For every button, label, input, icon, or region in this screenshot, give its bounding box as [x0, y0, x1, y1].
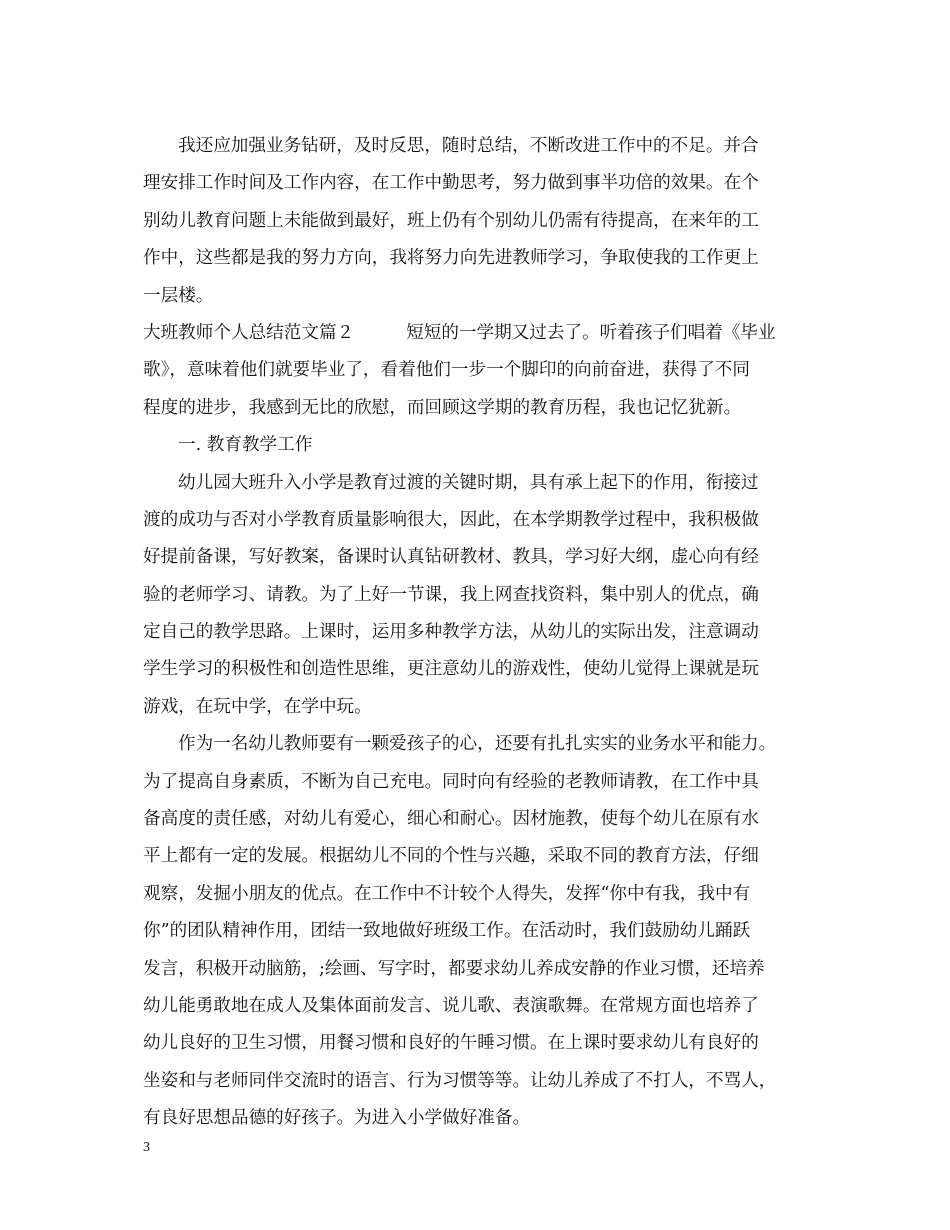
text-line: 我还应加强业务钻研，及时反思，随时总结，不断改进工作中的不足。并合: [178, 136, 759, 156]
text-line: 验的老师学习、请教。为了上好一节课，我上网查找资料，集中别人的优点，确: [143, 584, 759, 605]
paragraph-3: [143, 726, 808, 1137]
text-line: 作为一名幼儿教师要有一颗爱孩子的心，还要有扎扎实实的业务水平和能力。: [178, 734, 777, 755]
text-line: 幼儿园大班升入小学是教育过渡的关键时期，具有承上起下的作用，衔接过: [178, 472, 759, 493]
text-line: 学生学习的积极性和创造性思维，更注意幼儿的游戏性，使幼儿觉得上课就是玩: [143, 659, 759, 680]
text-line: 一层楼。: [143, 285, 214, 306]
text-line: 幼儿能勇敢地在成人及集体面前发言、说儿歌、表演歌舞。在常规方面也培养了: [143, 995, 759, 1016]
text-line: 观察，发掘小朋友的优点。在工作中不计较个人得失，发挥“你中有我，我中有: [143, 883, 751, 904]
text-line: 别幼儿教育问题上未能做到最好，班上仍有个别幼儿仍需有待提高，在来年的工: [143, 210, 759, 231]
text-line: 作中，这些都是我的努力方向，我将努力向先进教师学习，争取使我的工作更上: [143, 248, 759, 269]
text-line: 好提前备课，写好教案，备课时认真钻研教材、教具，学习好大纲，虚心向有经: [143, 547, 759, 568]
section-title: 大班教师个人总结范文篇２: [143, 322, 355, 343]
text-line: 坐姿和与老师同伴交流时的语言、行为习惯等等。让幼儿养成了不打人，不骂人，: [143, 1070, 777, 1091]
page-number: 3: [143, 1140, 150, 1155]
text-line: 发言，积极开动脑筋，;绘画、写字时，都要求幼儿养成安静的作业习惯，还培养: [143, 958, 765, 979]
section-title-line: [143, 315, 808, 352]
text-line: 定自己的教学思路。上课时，运用多种教学方法，从幼儿的实际出发，注意调动: [143, 622, 759, 643]
text-line: 备高度的责任感，对幼儿有爱心，细心和耐心。因材施教，使每个幼儿在原有水: [143, 809, 759, 830]
text-line: 程度的进步，我感到无比的欣慰，而回顾这学期的教育历程，我也记忆犹新。: [143, 397, 742, 418]
text-line: 有良好思想品德的好孩子。为进入小学做好准备。: [143, 1108, 531, 1129]
paragraph-1: [143, 128, 808, 315]
text-line: 渡的成功与否对小学教育质量影响很大，因此，在本学期教学过程中，我积极做: [143, 509, 759, 530]
text-line: 幼儿良好的卫生习惯，用餐习惯和良好的午睡习惯。在上课时要求幼儿有良好的: [143, 1033, 759, 1054]
text-line: 游戏，在玩中学，在学中玩。: [143, 696, 372, 717]
section-intro: [143, 315, 808, 427]
heading-teaching-work: 一. 教育教学工作: [178, 435, 313, 456]
text-line: 为了提高自身素质，不断为自己充电。同时向有经验的老教师请教，在工作中具: [143, 771, 759, 792]
section-intro-text: 短短的一学期又过去了。听着孩子们唱着《毕业: [406, 322, 776, 343]
text-line: 理安排工作时间及工作内容，在工作中勤思考，努力做到事半功倍的效果。在个: [143, 173, 759, 194]
text-line: 歌》，意味着他们就要毕业了，看着他们一步一个脚印的向前奋进，获得了不同: [143, 360, 750, 381]
text-line: 平上都有一定的发展。根据幼儿不同的个性与兴趣，采取不同的教育方法，仔细: [143, 846, 759, 867]
paragraph-2: [143, 465, 808, 727]
text-line: 你”的团队精神作用，团结一致地做好班级工作。在活动时，我们鼓励幼儿踊跃: [143, 921, 751, 942]
document-body: [143, 128, 808, 1138]
